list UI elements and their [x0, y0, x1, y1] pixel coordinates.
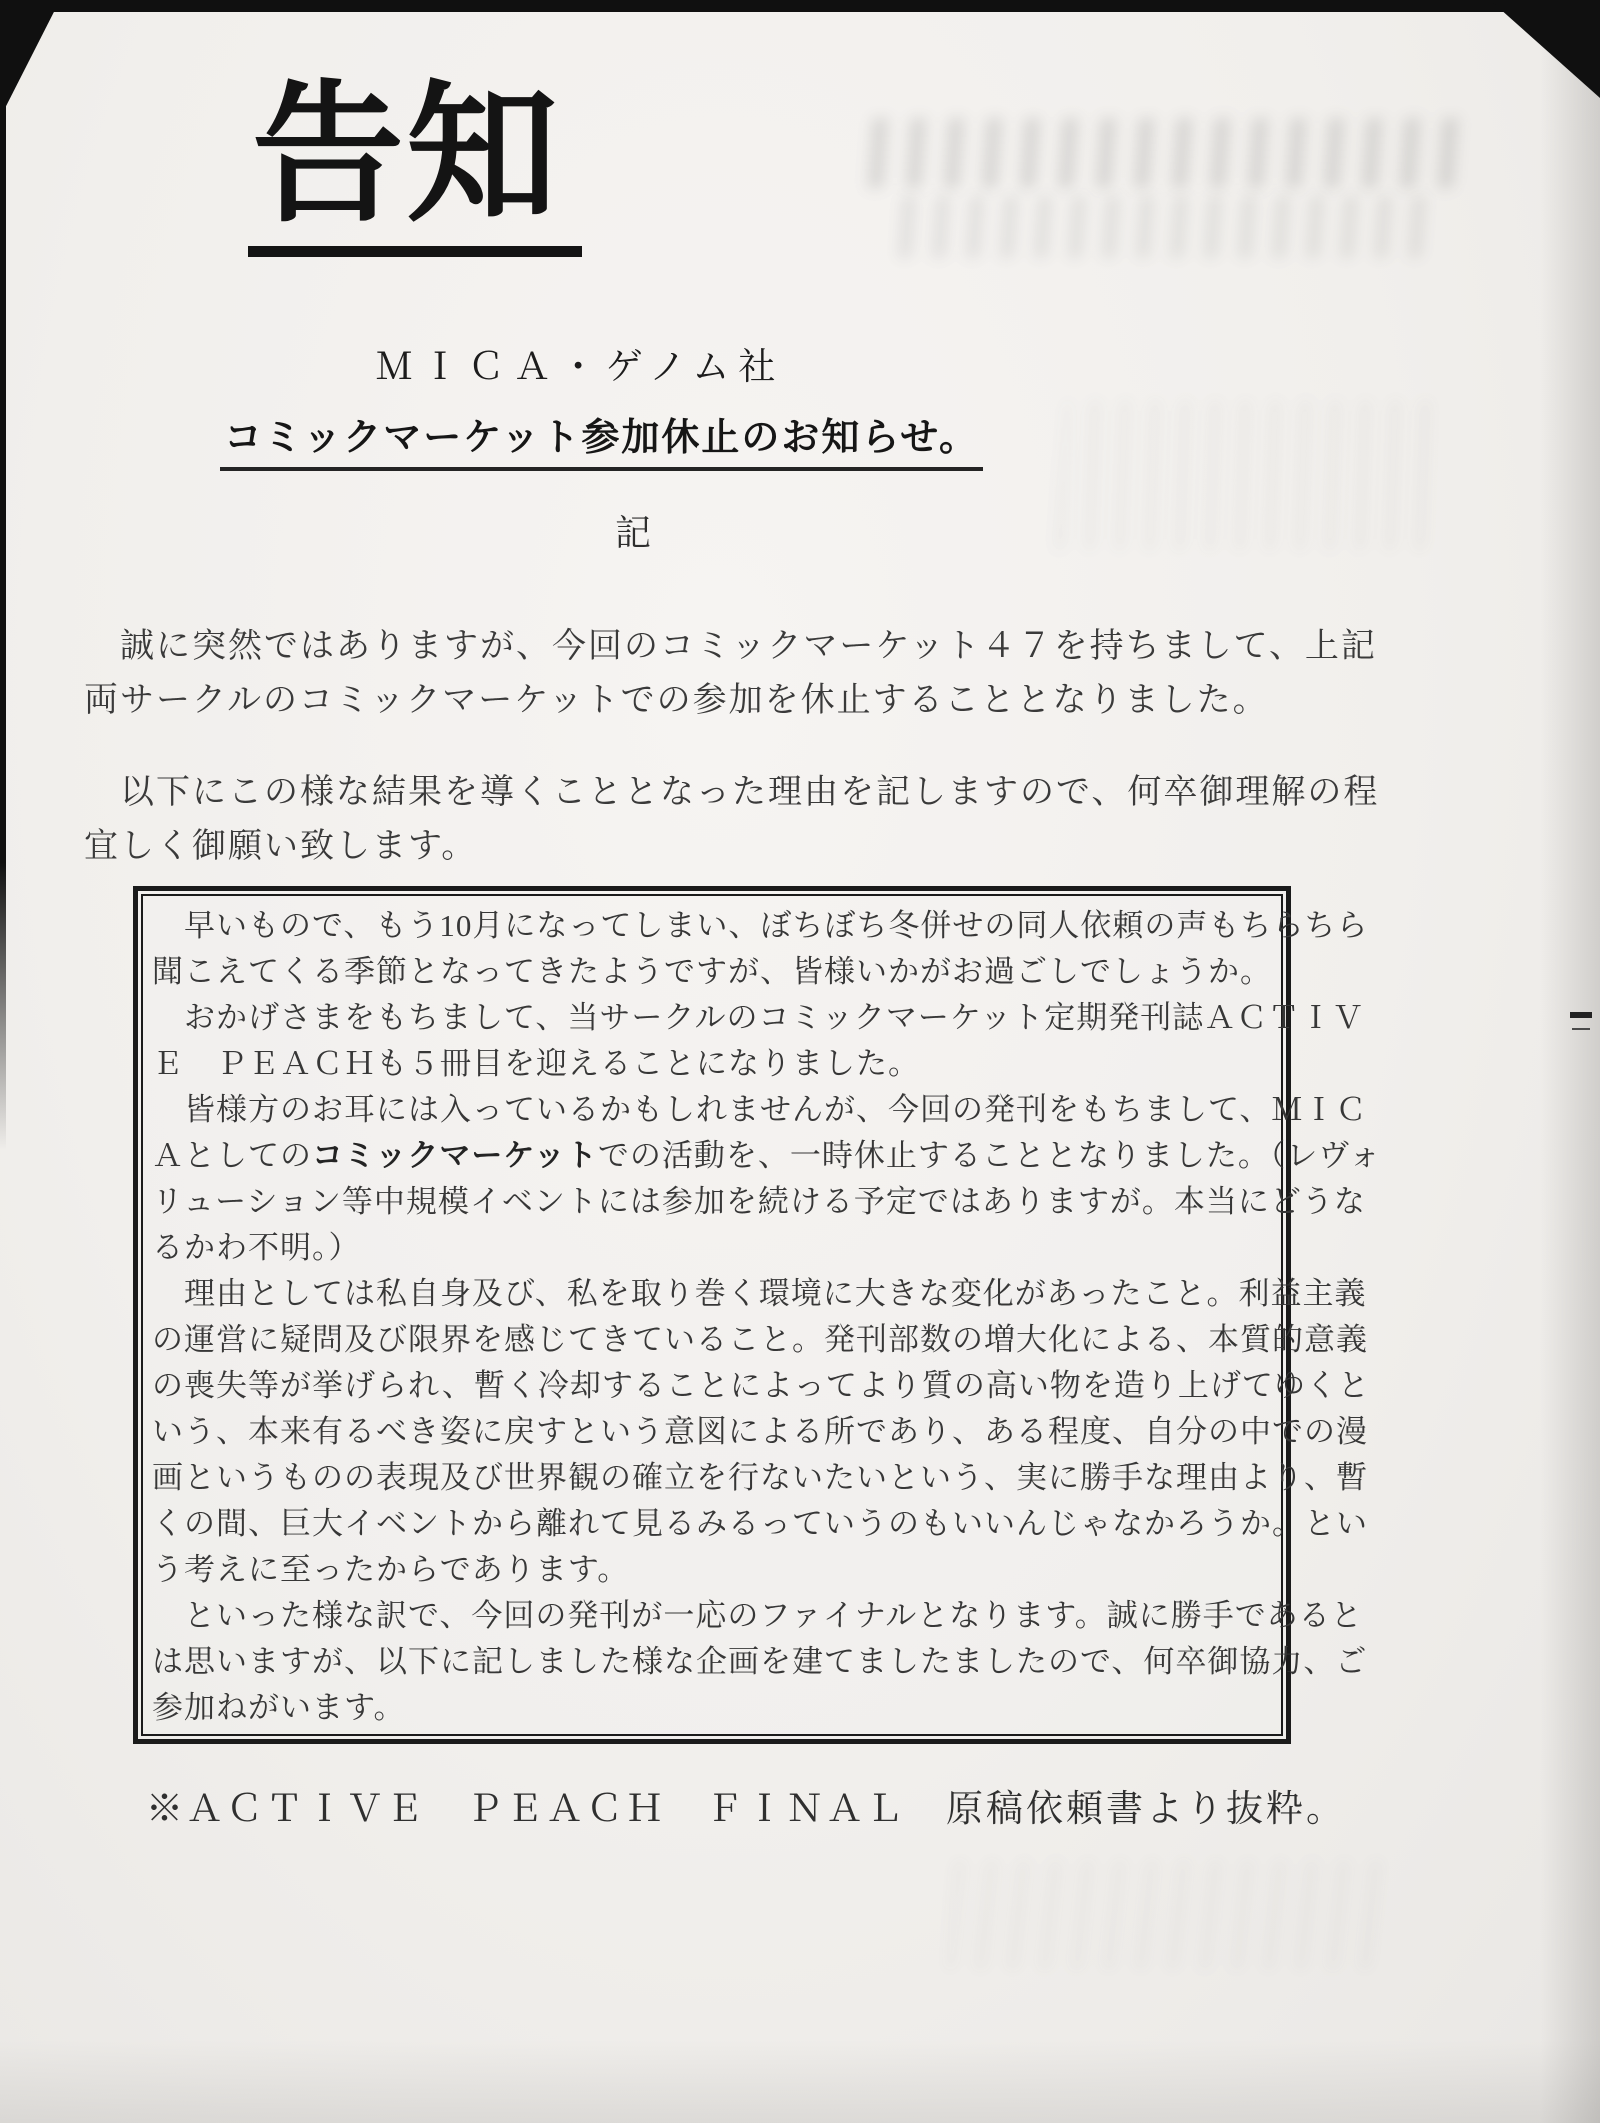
scan-corner-top-right [1490, 0, 1600, 98]
scan-edge-top [0, 0, 1600, 12]
notice-box-text [152, 903, 1382, 1731]
text-line: 理由としては私自身及び、私を取り巻く環境に大きな変化があったこと。利益主義 [152, 1276, 1367, 1311]
text-segment: での活動を、一時休止することとなりました。（レヴォ [597, 1138, 1382, 1173]
text-line: Ｅ ＰＥＡＣＨも５冊目を迎えることになりました。 [152, 1046, 920, 1081]
text-line: といった様な訳で、今回の発刊が一応のファイナルとなります。誠に勝手であると [152, 1598, 1363, 1633]
bleed-through-smudge [868, 118, 1463, 188]
notice-box-inner-border [141, 894, 1382, 1736]
bleed-through-smudge [898, 196, 1442, 258]
scan-edge-left [0, 0, 6, 1150]
text-line [152, 1133, 1382, 1179]
bleed-through-smudge [946, 1860, 1384, 1970]
text-line: う考えに至ったからであります。 [152, 1552, 630, 1587]
text-line: 以下にこの様な結果を導くこととなった理由を記しますので、何卒御理解の程 [84, 774, 1380, 811]
text-segment: Ａとしての [152, 1138, 312, 1173]
text-line: 早いもので、もう10月になってしまい、ぼちぼち冬併せの同人依頼の声もちらちら [152, 908, 1369, 943]
paragraph-reason-intro [84, 766, 1379, 874]
page-title: 告知 [248, 76, 582, 257]
text-line: おかげさまをもちまして、当サークルのコミックマーケット定期発刊誌ＡＣＴＩＶ [152, 1000, 1365, 1035]
company-name: ＭＩＣＡ・ゲノム社 [375, 346, 785, 387]
notice-headline: コミックマーケット参加休止のお知らせ。 [220, 406, 983, 471]
paragraph-announcement [84, 620, 1377, 728]
text-line: いう、本来有るべき姿に戻すという意図による所であり、ある程度、自分の中での漫 [152, 1414, 1368, 1449]
subtitle-block [220, 336, 980, 471]
text-line: の喪失等が挙げられ、暫く冷却することによってより質の高い物を造り上げてゆくと [152, 1368, 1370, 1403]
ki-heading-mark: 記 [614, 513, 655, 553]
text-line: 両サークルのコミックマーケットでの参加を休止することとなりました。 [84, 682, 1269, 719]
text-line: の運営に疑問及び限界を感じてきていること。発刊部数の増大化による、本質的意義 [152, 1322, 1368, 1357]
scan-mark-right [1570, 1012, 1592, 1018]
text-line: 誠に突然ではありますが、今回のコミックマーケット４７を持ちまして、上記 [84, 628, 1377, 665]
scan-corner-top-left [0, 0, 60, 118]
text-line: るかわ不明。） [152, 1230, 361, 1265]
text-line: 皆様方のお耳には入っているかもしれませんが、今回の発刊をもちまして、ＭＩＣ [152, 1092, 1368, 1127]
text-line: 宜しく御願い致します。 [84, 828, 478, 865]
text-line: 画というものの表現及び世界観の確立を行ないたいという、実に勝手な理由より、暫 [152, 1460, 1368, 1495]
text-line: くの間、巨大イベントから離れて見るみるっていうのもいいんじゃなかろうか。とい [152, 1506, 1368, 1541]
text-line: リューション等中規模イベントには参加を続ける予定ではありますが。本当にどうな [152, 1184, 1366, 1219]
text-line: 聞こえてくる季節となってきたようですが、皆様いかがお過ごしでしょうか。 [152, 954, 1272, 989]
footer-note: ※ＡＣＴＩＶＥ ＰＥＡＣＨ ＦＩＮＡＬ 原稿依頼書より抜粋。 [146, 1789, 1346, 1830]
bold-emphasis: コミックマーケット [312, 1138, 598, 1173]
notice-box [133, 886, 1382, 1744]
text-line: 参加ねがいます。 [152, 1690, 406, 1725]
text-line: は思いますが、以下に記しました様な企画を建てましたましたので、何卒御協力、ご [152, 1644, 1368, 1679]
